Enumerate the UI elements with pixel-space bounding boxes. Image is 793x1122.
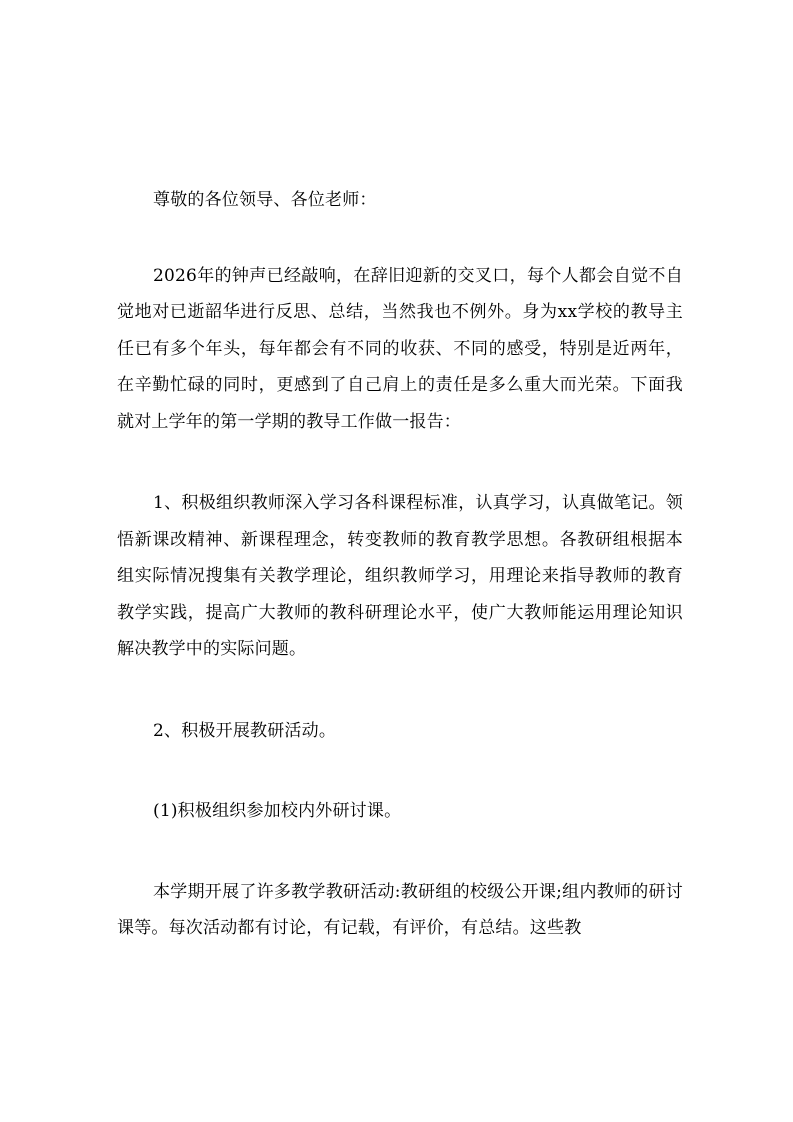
document-body [117,182,683,992]
semester-activities-paragraph: 本学期开展了许多教学教研活动:教研组的校级公开课;组内教师的研讨课等。每次活动都有讨论，有记载，有评价，有总结。这些教 [117,881,683,938]
item-1-paragraph: 1、积极组织教师深入学习各科课程标准，认真学习，认真做笔记。领悟新课改精神、新课程理念，转变教师的教育教学思想。各教研组根据本组实际情况搜集有关教学理论，组织教师学习，用理论来指导教师的教育教学实践，提高广大教师的教科研理论水平，使广大教师能运用理论知识解决教学中的实际问题。 [117,493,683,659]
intro-paragraph: 2026年的钟声已经敲响，在辞旧迎新的交叉口，每个人都会自觉不自觉地对已逝韶华进行反思、总结，当然我也不例外。身为xx学校的教导主任已有多个年头，每年都会有不同的收获、不同的感受，特别是近两年，在辛勤忙碌的同时，更感到了自己肩上的责任是多么重大而光荣。下面我就对上学年的第一学期的教导工作做一报告： [117,265,683,432]
item-2-heading: 2、积极开展教研活动。 [153,720,337,741]
salutation: 尊敬的各位领导、各位老师： [153,190,377,210]
subitem-1-heading: (1)积极组织参加校内外研讨课。 [153,801,402,821]
